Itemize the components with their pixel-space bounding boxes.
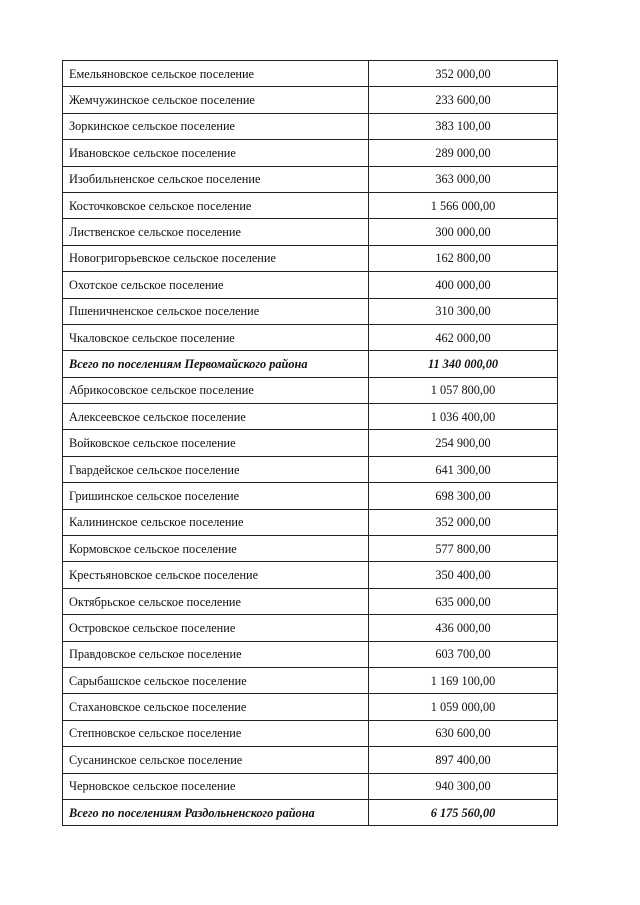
amount-cell: 1 169 100,00 (369, 667, 558, 693)
table-row (63, 192, 558, 218)
amount-cell: 577 800,00 (369, 536, 558, 562)
amount-cell: 897 400,00 (369, 747, 558, 773)
table-row (63, 747, 558, 773)
settlement-name-cell: Зоркинское сельское поселение (63, 113, 369, 139)
settlement-name-cell: Емельяновское сельское поселение (63, 61, 369, 87)
amount-cell: 352 000,00 (369, 61, 558, 87)
amount-cell: 1 036 400,00 (369, 404, 558, 430)
table-row (63, 245, 558, 271)
amount-cell: 1 057 800,00 (369, 377, 558, 403)
settlement-name-cell: Алексеевское сельское поселение (63, 404, 369, 430)
settlement-name-cell: Жемчужинское сельское поселение (63, 87, 369, 113)
table-row (63, 140, 558, 166)
settlement-name-cell: Кормовское сельское поселение (63, 536, 369, 562)
table-row (63, 324, 558, 350)
table-row (63, 430, 558, 456)
amount-cell: 635 000,00 (369, 588, 558, 614)
total-amount-cell: 6 175 560,00 (369, 799, 558, 825)
amount-cell: 310 300,00 (369, 298, 558, 324)
amount-cell: 363 000,00 (369, 166, 558, 192)
settlement-name-cell: Гришинское сельское поселение (63, 483, 369, 509)
table-row (63, 483, 558, 509)
total-amount-cell: 11 340 000,00 (369, 351, 558, 377)
amount-cell: 383 100,00 (369, 113, 558, 139)
amount-cell: 603 700,00 (369, 641, 558, 667)
total-label-cell: Всего по поселениям Раздольненского района (63, 799, 369, 825)
amount-cell: 698 300,00 (369, 483, 558, 509)
amount-cell: 400 000,00 (369, 272, 558, 298)
table-total-row (63, 799, 558, 825)
table-row (63, 536, 558, 562)
table-row (63, 694, 558, 720)
table-row (63, 377, 558, 403)
table-row (63, 588, 558, 614)
amount-cell: 162 800,00 (369, 245, 558, 271)
table-row (63, 87, 558, 113)
table-row (63, 113, 558, 139)
table-row (63, 641, 558, 667)
table-row (63, 61, 558, 87)
amount-cell: 233 600,00 (369, 87, 558, 113)
settlement-name-cell: Октябрьское сельское поселение (63, 588, 369, 614)
amount-cell: 436 000,00 (369, 615, 558, 641)
settlement-name-cell: Правдовское сельское поселение (63, 641, 369, 667)
settlement-name-cell: Стахановское сельское поселение (63, 694, 369, 720)
amount-cell: 300 000,00 (369, 219, 558, 245)
amount-cell: 1 059 000,00 (369, 694, 558, 720)
settlement-name-cell: Гвардейское сельское поселение (63, 456, 369, 482)
amount-cell: 462 000,00 (369, 324, 558, 350)
settlement-name-cell: Новогригорьевское сельское поселение (63, 245, 369, 271)
amount-cell: 350 400,00 (369, 562, 558, 588)
table-row (63, 667, 558, 693)
table-row (63, 456, 558, 482)
settlement-name-cell: Изобильненское сельское поселение (63, 166, 369, 192)
table-row (63, 773, 558, 799)
settlement-name-cell: Войковское сельское поселение (63, 430, 369, 456)
amount-cell: 352 000,00 (369, 509, 558, 535)
amount-cell: 641 300,00 (369, 456, 558, 482)
amount-cell: 1 566 000,00 (369, 192, 558, 218)
table-row (63, 509, 558, 535)
table-row (63, 298, 558, 324)
table-row (63, 272, 558, 298)
table-total-row (63, 351, 558, 377)
amount-cell: 940 300,00 (369, 773, 558, 799)
settlement-name-cell: Абрикосовское сельское поселение (63, 377, 369, 403)
settlement-name-cell: Лиственское сельское поселение (63, 219, 369, 245)
table-row (63, 404, 558, 430)
amount-cell: 630 600,00 (369, 720, 558, 746)
amount-cell: 254 900,00 (369, 430, 558, 456)
settlement-name-cell: Косточковское сельское поселение (63, 192, 369, 218)
settlement-name-cell: Степновское сельское поселение (63, 720, 369, 746)
table-row (63, 562, 558, 588)
allocation-table-body (63, 61, 558, 826)
settlement-name-cell: Калининское сельское поселение (63, 509, 369, 535)
table-row (63, 166, 558, 192)
settlement-name-cell: Чкаловское сельское поселение (63, 324, 369, 350)
total-label-cell: Всего по поселениям Первомайского района (63, 351, 369, 377)
settlement-name-cell: Черновское сельское поселение (63, 773, 369, 799)
table-row (63, 219, 558, 245)
settlement-name-cell: Островское сельское поселение (63, 615, 369, 641)
settlement-name-cell: Сусанинское сельское поселение (63, 747, 369, 773)
settlement-name-cell: Сарыбашское сельское поселение (63, 667, 369, 693)
amount-cell: 289 000,00 (369, 140, 558, 166)
settlement-name-cell: Охотское сельское поселение (63, 272, 369, 298)
table-row (63, 720, 558, 746)
settlement-name-cell: Крестьяновское сельское поселение (63, 562, 369, 588)
settlement-name-cell: Пшеничненское сельское поселение (63, 298, 369, 324)
allocation-table (62, 60, 558, 826)
table-row (63, 615, 558, 641)
settlement-name-cell: Ивановское сельское поселение (63, 140, 369, 166)
